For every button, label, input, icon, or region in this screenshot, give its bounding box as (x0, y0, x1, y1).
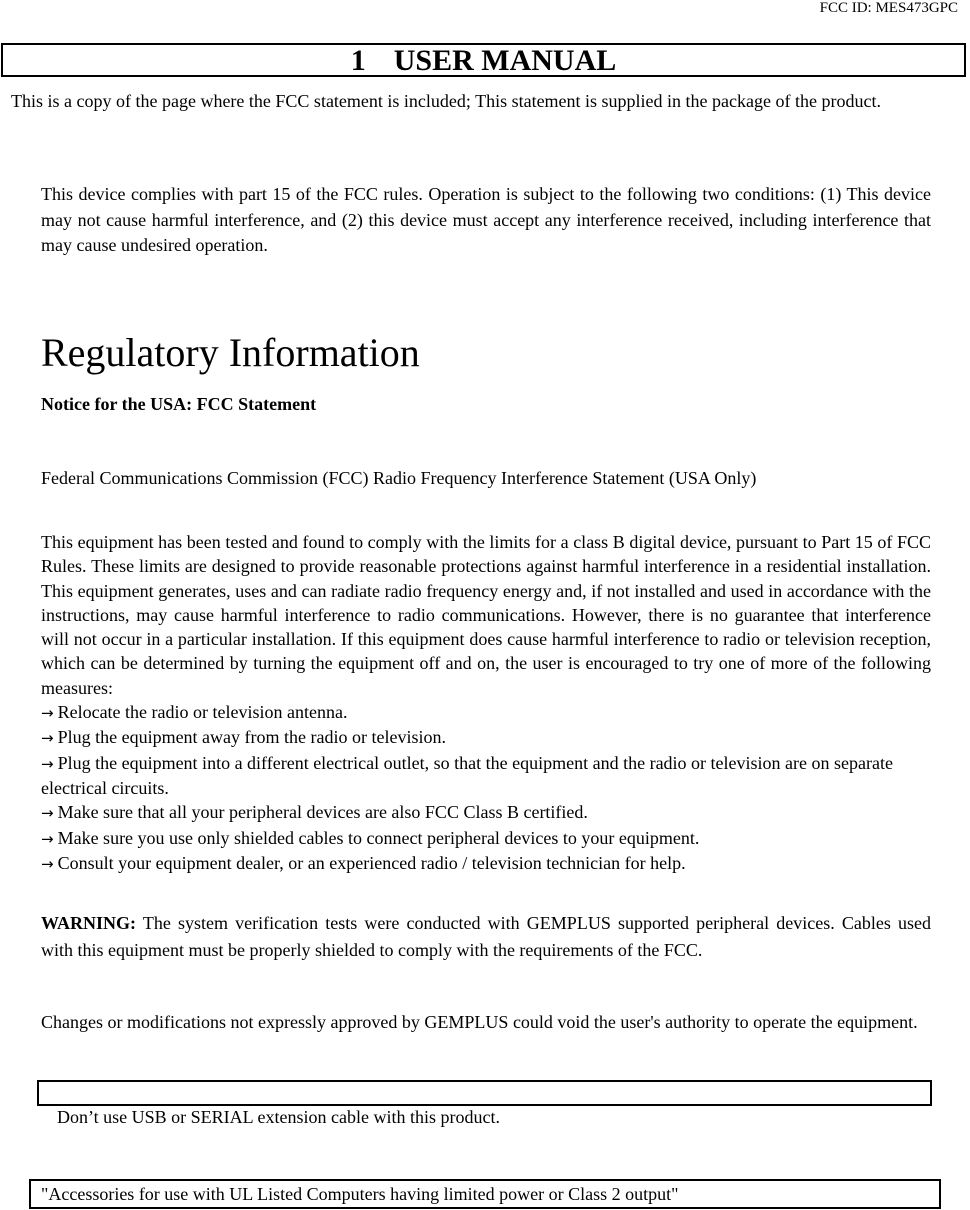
manual-title: USER MANUAL (393, 44, 617, 77)
measure-text: Relocate the radio or television antenna. (57, 702, 348, 723)
measure-item (41, 751, 931, 801)
ul-accessories-box: "Accessories for use with UL Listed Computers having limited power or Class 2 output" (29, 1179, 941, 1209)
fcc-id-label: FCC ID: MES473GPC (819, 0, 958, 16)
arrow-icon: → (41, 829, 54, 848)
section-number: 1 (350, 44, 366, 77)
equipment-paragraph: This equipment has been tested and found to comply with the limits for a class B digital device, pursuant to Part 15 of FCC Rules. These limits are designed to provide reasonable protections against harmful interference in a residential installation. This equipment generates, uses and can radiate radio frequency energy and, if not installed and used in accordance with the instructions, may cause harmful interference to radio communications. However, there is no guarantee that interference will not occur in a particular installation. If this equipment does cause harmful interference to radio or television reception, which can be determined by turning the equipment off and on, the user is encouraged to try one of more of the following measures: (41, 532, 931, 698)
equipment-section (41, 530, 931, 876)
measure-text: Consult your equipment dealer, or an experienced radio / television technician for help. (57, 852, 686, 873)
arrow-icon: → (41, 804, 54, 823)
measure-text: Make sure you use only shielded cables to connect peripheral devices to your equipment. (57, 827, 700, 848)
empty-frame (37, 1080, 932, 1106)
arrow-icon: → (41, 854, 54, 873)
regulatory-heading: Regulatory Information (41, 330, 420, 375)
usb-note: Don’t use USB or SERIAL extension cable with this product. (57, 1107, 500, 1127)
arrow-icon: → (41, 754, 54, 773)
statement-title: Federal Communications Commission (FCC) Radio Frequency Interference Statement (USA Only) (41, 468, 757, 488)
measure-text: Plug the equipment into a different electrical outlet, so that the equipment and the radio or television are on separate electrical circuits. (41, 752, 893, 798)
warning-label: WARNING: (41, 913, 137, 933)
notice-heading: Notice for the USA: FCC Statement (41, 394, 317, 414)
warning-paragraph (41, 910, 931, 964)
measure-item (41, 700, 931, 725)
measure-text: Make sure that all your peripheral devices are also FCC Class B certified. (57, 802, 588, 823)
measure-item (41, 800, 931, 825)
intro-paragraph: This is a copy of the page where the FCC statement is included; This statement is supplied in the package of the product. (11, 91, 881, 111)
arrow-icon: → (41, 704, 54, 723)
warning-text: The system verification tests were conducted with GEMPLUS supported peripheral devices. Cables used with this equipment must be properly shielded to comply with the requirements of the FCC. (41, 913, 931, 960)
measure-text: Plug the equipment away from the radio or television. (57, 727, 446, 748)
fcc-compliance-paragraph: This device complies with part 15 of the FCC rules. Operation is subject to the following two conditions: (1) This device may not cause harmful interference, and (2) this device must accept any interference received, including interference that may cause undesired operation. (41, 184, 931, 255)
measure-item (41, 725, 931, 750)
measure-item (41, 851, 931, 876)
changes-paragraph: Changes or modifications not expressly approved by GEMPLUS could void the user's authority to operate the equipment. (41, 1012, 918, 1032)
arrow-icon: → (41, 729, 54, 748)
manual-title-box (1, 43, 966, 77)
measure-item (41, 826, 931, 851)
